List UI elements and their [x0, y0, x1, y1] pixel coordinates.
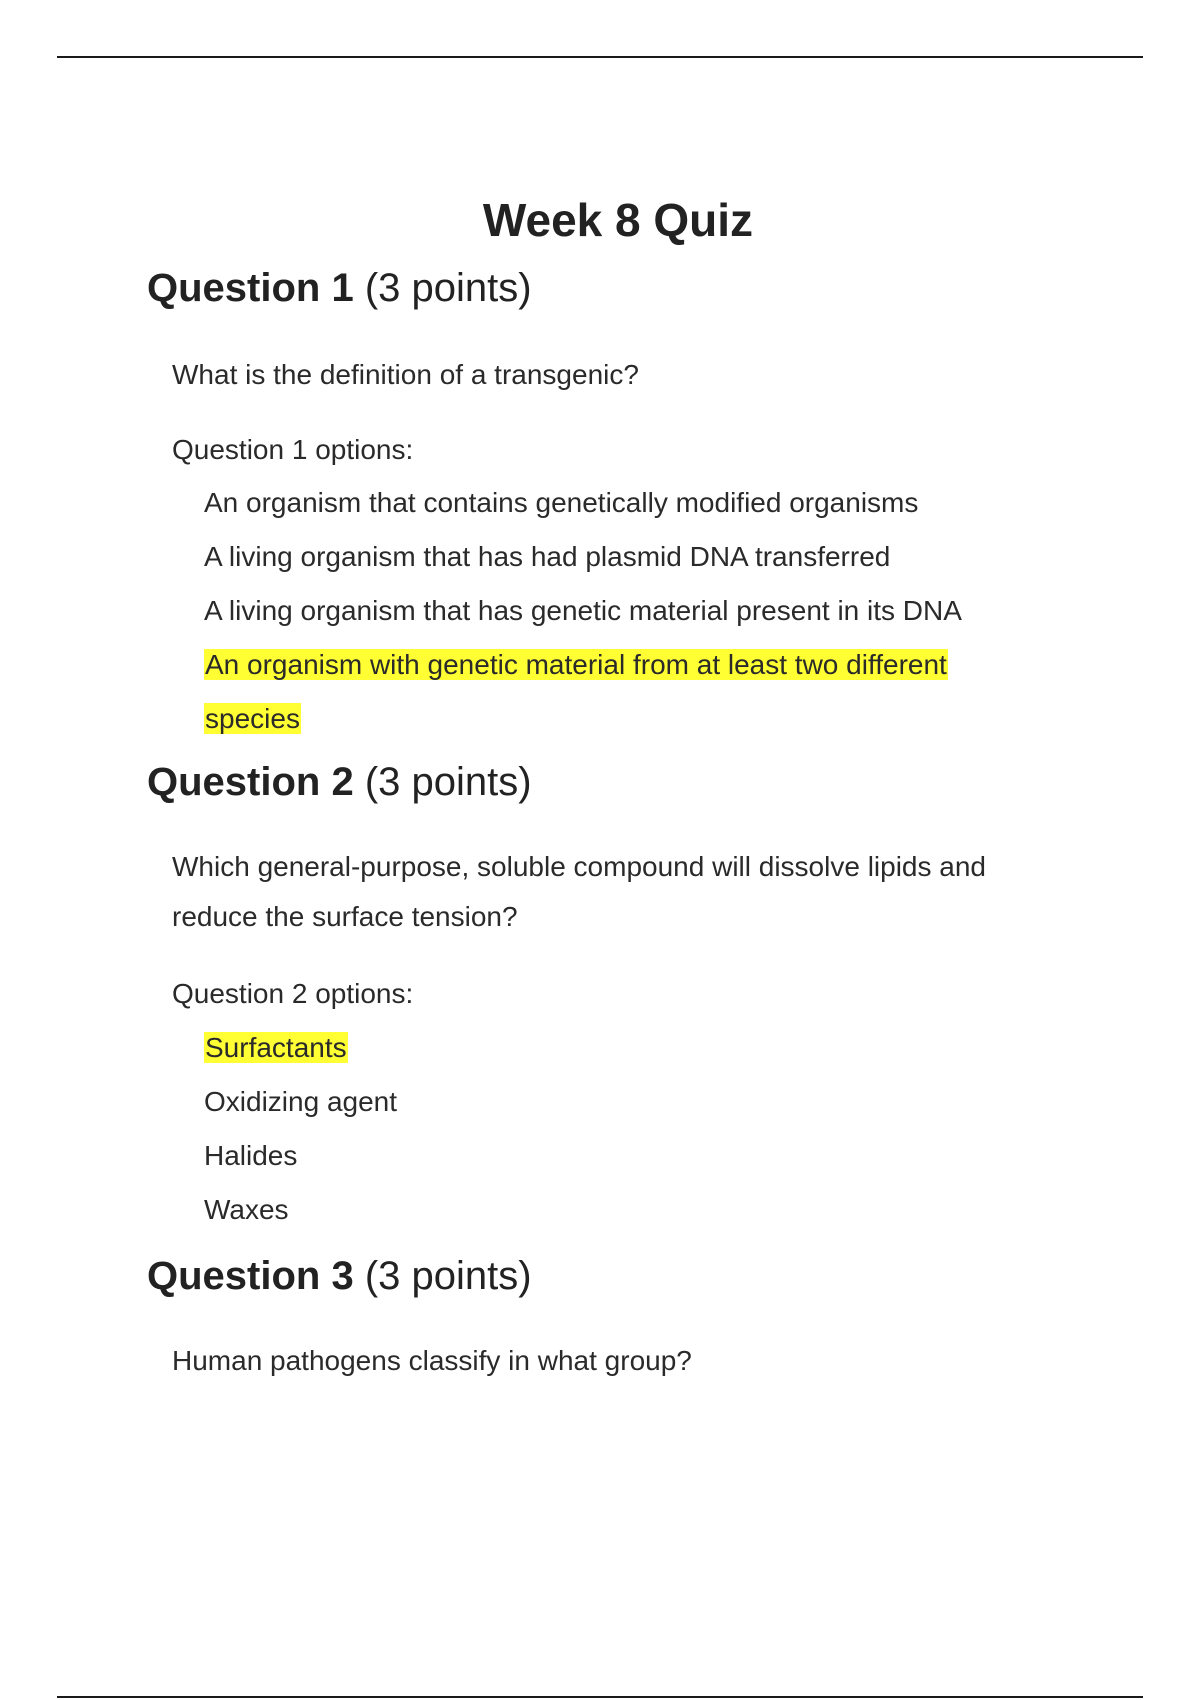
option-text: An organism with genetic material from at least two different species	[205, 649, 947, 734]
question-2-option-2[interactable]	[204, 1075, 1034, 1129]
option-text: Halides	[204, 1140, 298, 1171]
question-1-option-4[interactable]	[204, 638, 1034, 746]
question-1-points: (3 points)	[364, 266, 532, 310]
question-2-options-label: Question 2 options:	[172, 978, 414, 1009]
question-2-points: (3 points)	[364, 760, 532, 804]
question-2-option-4[interactable]	[204, 1183, 1034, 1237]
question-1-number: Question 1	[147, 266, 354, 310]
question-3-heading	[147, 1250, 532, 1302]
question-1-option-1[interactable]	[204, 476, 1034, 530]
option-text: An organism that contains genetically modified organisms	[204, 487, 919, 518]
question-3-points: (3 points)	[364, 1254, 532, 1298]
question-2-option-3[interactable]	[204, 1129, 1034, 1183]
bottom-rule	[57, 1696, 1143, 1698]
question-2-heading	[147, 756, 532, 808]
question-3-number: Question 3	[147, 1254, 354, 1298]
question-2-option-1[interactable]	[204, 1021, 1034, 1075]
option-text: Oxidizing agent	[204, 1086, 398, 1117]
question-1-options-label: Question 1 options:	[172, 434, 414, 465]
top-rule	[57, 56, 1143, 58]
option-text: A living organism that has genetic material present in its DNA	[204, 595, 962, 626]
question-2-options	[204, 1021, 1034, 1237]
question-2-prompt: Which general-purpose, soluble compound will dissolve lipids and reduce the surface tension?	[172, 851, 986, 932]
question-1-options	[204, 476, 1034, 746]
question-1-heading	[147, 262, 532, 314]
question-1-prompt: What is the definition of a transgenic?	[172, 359, 639, 390]
question-1-option-2[interactable]	[204, 530, 1034, 584]
page-title: Week 8 Quiz	[482, 194, 754, 246]
question-2-number: Question 2	[147, 760, 354, 804]
option-text: A living organism that has had plasmid DNA transferred	[204, 541, 891, 572]
question-3-prompt: Human pathogens classify in what group?	[172, 1345, 692, 1376]
option-text: Surfactants	[205, 1032, 347, 1063]
option-text: Waxes	[204, 1194, 289, 1225]
question-1-option-3[interactable]	[204, 584, 1034, 638]
